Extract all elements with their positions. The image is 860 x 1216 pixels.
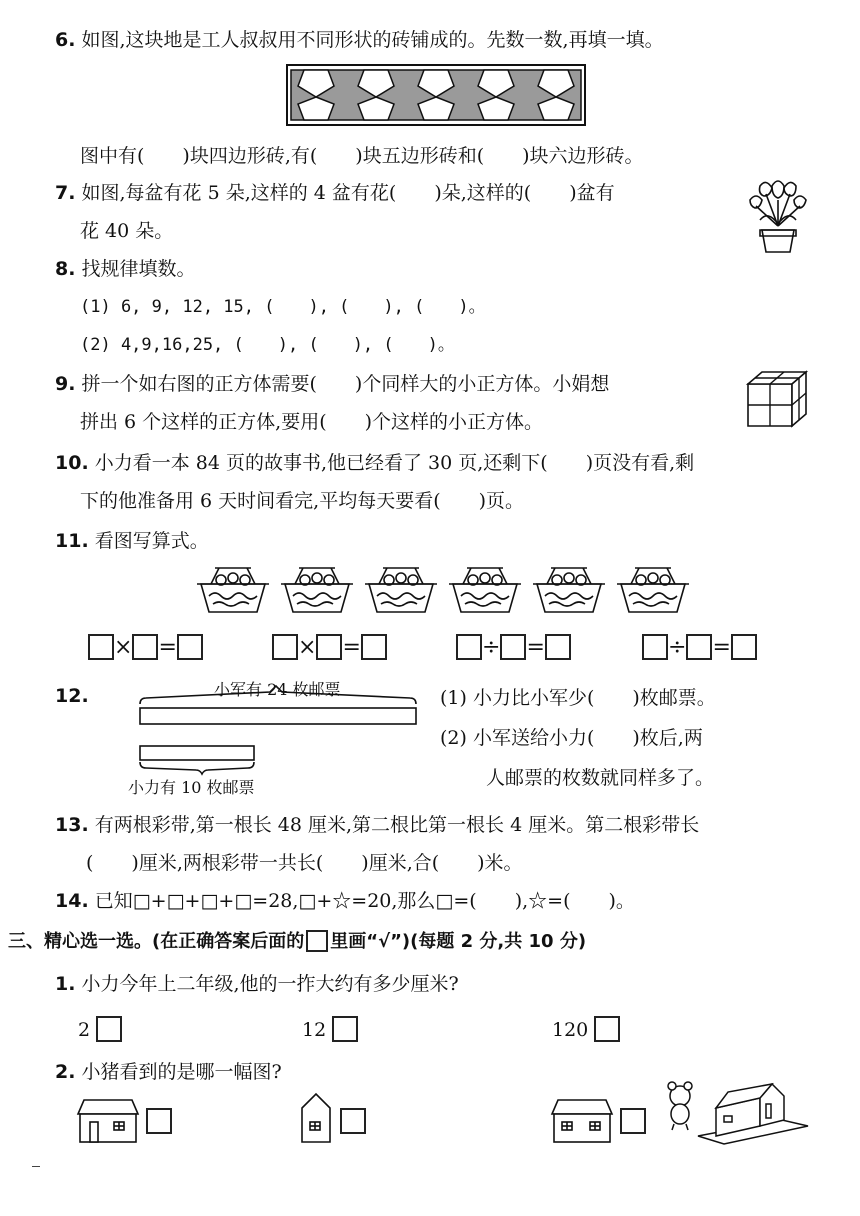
q13-text2: ( )厘米,两根彩带一共长( )厘米,合( )米。 <box>86 852 523 874</box>
q9-line1 <box>55 372 609 396</box>
option-a-label: 2 <box>78 1019 91 1041</box>
choice1-option-b <box>302 1016 358 1042</box>
q8-sub2: (2) 4,9,16,25, ( ), ( ), ( )。 <box>80 335 455 355</box>
q10-text1: 小力看一本 84 页的故事书,他已经看了 30 页,还剩下( )页没有看,剩 <box>94 452 695 474</box>
choice2-text: 小猪看到的是哪一幅图? <box>81 1061 282 1083</box>
answer-box[interactable] <box>177 634 203 660</box>
q9-number: 9. <box>55 373 76 395</box>
q12-number <box>55 684 89 708</box>
check-box[interactable] <box>340 1108 366 1134</box>
q12-num: 12. <box>55 685 89 707</box>
times-sign: × <box>114 635 133 660</box>
equals-sign: = <box>712 635 731 660</box>
q6-number: 6. <box>55 29 76 51</box>
choice1-text: 小力今年上二年级,他的一拃大约有多少厘米? <box>81 973 459 995</box>
divide-sign: ÷ <box>668 635 687 660</box>
q8-line <box>55 257 196 281</box>
choice1-line <box>55 972 459 996</box>
q11-line <box>55 529 209 553</box>
answer-box[interactable] <box>545 634 571 660</box>
check-box[interactable] <box>332 1016 358 1042</box>
check-box[interactable] <box>146 1108 172 1134</box>
choice2-line <box>55 1060 282 1084</box>
q13-number: 13. <box>55 814 89 836</box>
times-sign: × <box>298 635 317 660</box>
stamp-label-bottom: 小力有 10 枚邮票 <box>128 778 255 797</box>
answer-box[interactable] <box>361 634 387 660</box>
q8-text: 找规律填数。 <box>81 258 196 280</box>
cube-figure <box>746 370 810 428</box>
q9-text2: 拼出 6 个这样的正方体,要用( )个这样的小正方体。 <box>80 411 544 433</box>
stamp-bar-diagram <box>136 694 426 770</box>
answer-box[interactable] <box>132 634 158 660</box>
answer-box[interactable] <box>316 634 342 660</box>
q14-number: 14. <box>55 890 89 912</box>
choice1-option-c <box>552 1016 620 1042</box>
q12-sub2b: 人邮票的枚数就同样多了。 <box>486 767 715 789</box>
equation-4 <box>642 634 757 660</box>
q14-line <box>55 889 635 913</box>
answer-box[interactable] <box>500 634 526 660</box>
q6-line <box>55 28 664 52</box>
section-3-title <box>8 930 586 954</box>
q9-text1: 拼一个如右图的正方体需要( )个同样大的小正方体。小娟想 <box>81 373 610 395</box>
answer-box[interactable] <box>731 634 757 660</box>
choice2-number: 2. <box>55 1061 76 1083</box>
q14-text: 已知□+□+□+□=28,□+☆=20,那么□=( ),☆=( )。 <box>94 890 635 912</box>
q10-number: 10. <box>55 452 89 474</box>
check-box[interactable] <box>594 1016 620 1042</box>
q7-text2: 花 40 朵。 <box>80 220 174 242</box>
tile-floor-figure <box>286 64 586 126</box>
house-front-figure <box>76 1098 140 1144</box>
house-side-figure <box>300 1092 332 1144</box>
answer-box[interactable] <box>272 634 298 660</box>
house-back-figure <box>550 1098 614 1144</box>
equation-1 <box>88 634 203 660</box>
page-mark <box>32 1166 40 1167</box>
choice1-number: 1. <box>55 973 76 995</box>
stamp-label-top: 小军有 24 枚邮票 <box>214 680 341 699</box>
q7-text1: 如图,每盆有花 5 朵,这样的 4 盆有花( )朵,这样的( )盆有 <box>81 182 615 204</box>
q10-text2: 下的他准备用 6 天时间看完,平均每天要看( )页。 <box>80 490 525 512</box>
q11-number: 11. <box>55 530 89 552</box>
q13-text1: 有两根彩带,第一根长 48 厘米,第二根比第一根长 4 厘米。第二根彩带长 <box>94 814 700 836</box>
q6-text: 如图,这块地是工人叔叔用不同形状的砖铺成的。先数一数,再填一填。 <box>81 29 664 51</box>
equals-sign: = <box>526 635 545 660</box>
q10-line1 <box>55 451 694 475</box>
check-box[interactable] <box>96 1016 122 1042</box>
q8-sub1: (1) 6, 9, 12, 15, ( ), ( ), ( )。 <box>80 297 486 317</box>
answer-box[interactable] <box>686 634 712 660</box>
answer-box[interactable] <box>456 634 482 660</box>
option-b-label: 12 <box>302 1019 327 1041</box>
section-3-title-b: 里画“√”)(每题 2 分,共 10 分) <box>330 931 587 952</box>
q13-line1 <box>55 813 699 837</box>
check-box[interactable] <box>620 1108 646 1134</box>
q7-number: 7. <box>55 182 76 204</box>
choice1-option-a <box>78 1016 122 1042</box>
q8-number: 8. <box>55 258 76 280</box>
equation-3 <box>456 634 571 660</box>
section-3-title-a: 三、精心选一选。(在正确答案后面的 <box>8 931 305 952</box>
pig-and-house-scene <box>660 1074 810 1146</box>
q11-text: 看图写算式。 <box>94 530 209 552</box>
flower-pot-figure <box>748 178 808 254</box>
answer-box[interactable] <box>642 634 668 660</box>
inline-box <box>306 930 328 952</box>
divide-sign: ÷ <box>482 635 501 660</box>
q6-answer-line: 图中有( )块四边形砖,有( )块五边形砖和( )块六边形砖。 <box>80 145 644 167</box>
option-c-label: 120 <box>552 1019 589 1041</box>
equation-2 <box>272 634 387 660</box>
equals-sign: = <box>342 635 361 660</box>
q12-sub1: (1) 小力比小军少( )枚邮票。 <box>440 687 716 709</box>
q12-sub2: (2) 小军送给小力( )枚后,两 <box>440 727 703 749</box>
flower-baskets-figure <box>195 566 695 616</box>
answer-box[interactable] <box>88 634 114 660</box>
equals-sign: = <box>158 635 177 660</box>
q7-line1 <box>55 181 615 205</box>
